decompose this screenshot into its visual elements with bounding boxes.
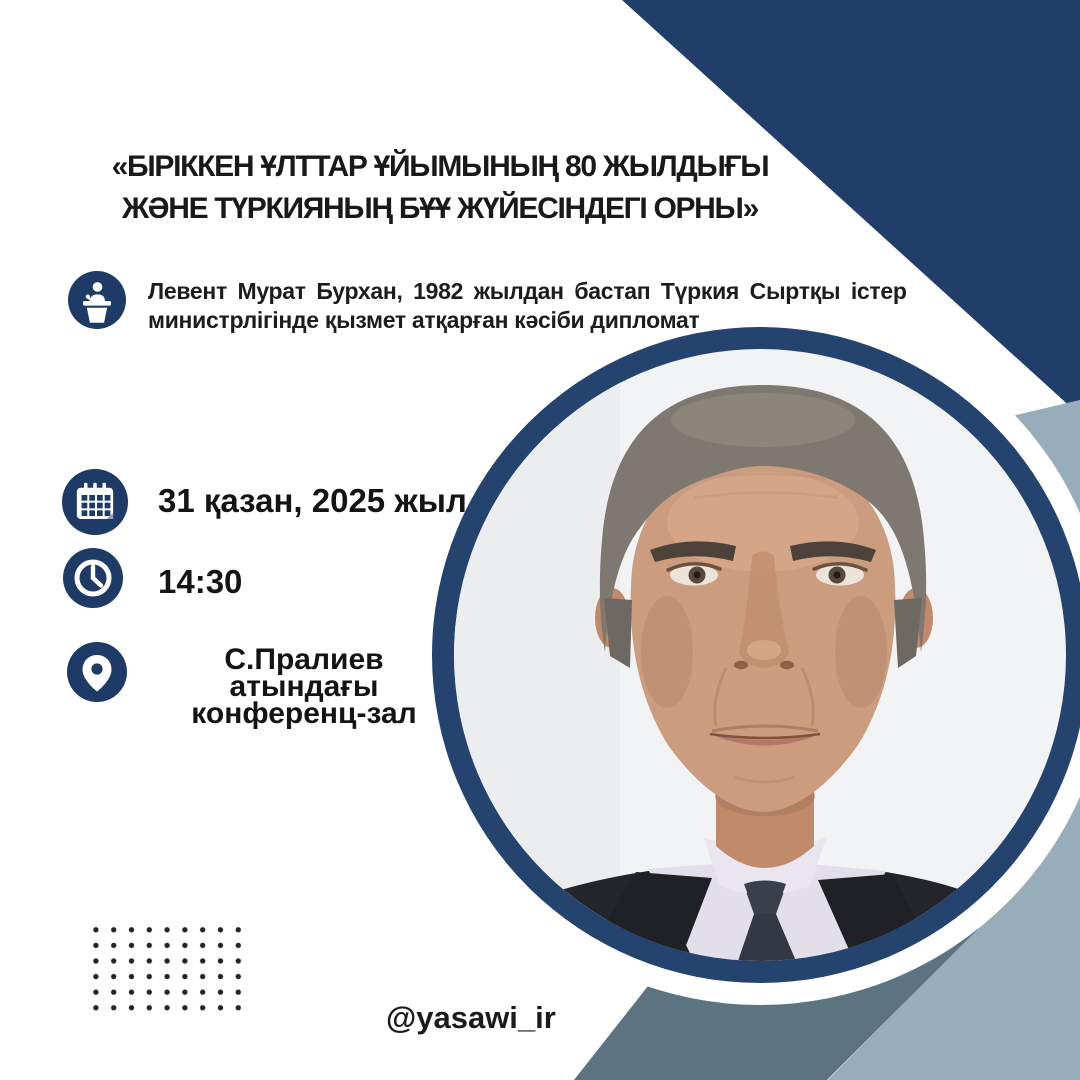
social-handle: @yasawi_ir bbox=[386, 1000, 556, 1035]
speaker-description bbox=[148, 277, 907, 335]
dot-grid-decoration bbox=[84, 919, 245, 1014]
speaker-description-line1: Левент Мурат Бурхан, 1982 жылдан бастап Түркия Сыртқы істер bbox=[148, 278, 907, 304]
event-title bbox=[40, 146, 840, 230]
event-time: 14:30 bbox=[158, 563, 243, 600]
date-icon-circle bbox=[62, 469, 128, 535]
location-icon-circle bbox=[67, 642, 127, 702]
event-location-line1: С.Пралиев атындағы bbox=[224, 643, 384, 703]
location-pin-icon bbox=[67, 642, 127, 702]
speaker-description-line2: министрлігінде қызмет атқарған кәсіби дипломат bbox=[148, 307, 700, 333]
clock-icon bbox=[63, 548, 123, 608]
event-location bbox=[146, 643, 462, 730]
speaker-icon-circle bbox=[68, 271, 126, 329]
time-icon-circle bbox=[63, 548, 123, 608]
event-date: 31 қазан, 2025 жыл bbox=[158, 482, 467, 519]
calendar-icon bbox=[62, 469, 128, 535]
event-location-line2: конференц-зал bbox=[191, 697, 417, 730]
podium-speaker-icon bbox=[68, 271, 126, 329]
event-title-line2: ЖӘНЕ ТҮРКИЯНЫҢ БҰҰ ЖҮЙЕСІНДЕГІ ОРНЫ» bbox=[121, 192, 759, 225]
event-title-line1: «БІРІККЕН ҰЛТТАР ҰЙЫМЫНЫҢ 80 ЖЫЛДЫҒЫ bbox=[111, 150, 769, 183]
